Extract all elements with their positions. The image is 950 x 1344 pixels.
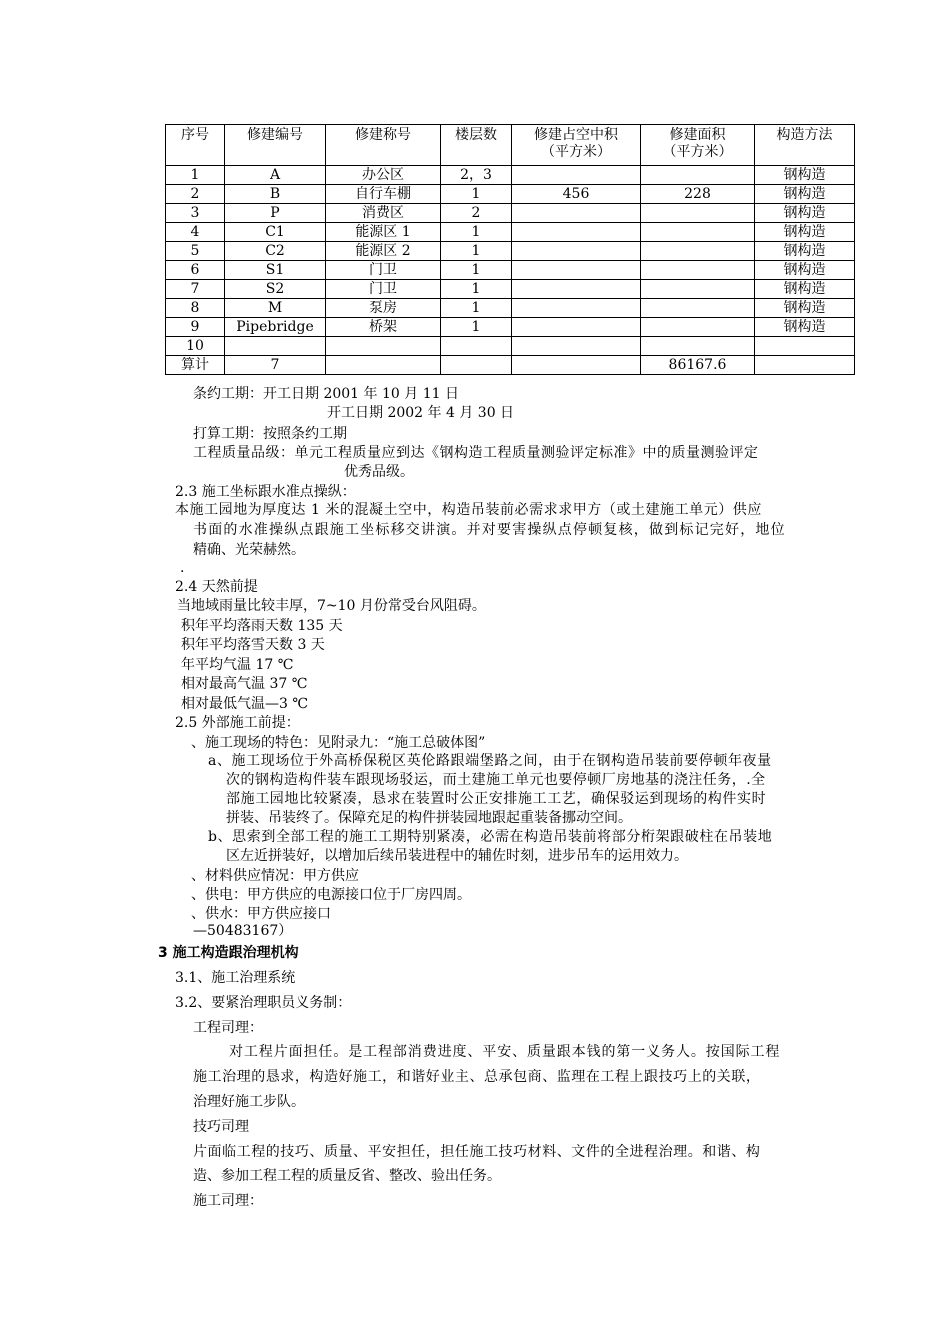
header-cell: 修建面积 （平方米） — [641, 125, 755, 166]
table-cell: 228 — [641, 185, 755, 204]
table-cell — [641, 223, 755, 242]
table-cell: B — [225, 185, 326, 204]
external-item: 、材料供应情况：甲方供应 — [191, 868, 359, 884]
planned-period: 打算工期：按照条约工期 — [193, 426, 347, 442]
table-cell: 钢构造 — [755, 223, 855, 242]
table-cell — [512, 318, 641, 337]
table-row — [166, 337, 855, 356]
table-cell: C2 — [225, 242, 326, 261]
table-row — [166, 204, 855, 223]
table-cell: 钢构造 — [755, 280, 855, 299]
item-a: 次的钢构造构件装车跟现场驳运，而土建施工单元也要停顿厂房地基的浇注任务，.全 — [226, 772, 766, 788]
table-cell — [641, 299, 755, 318]
table-cell: S2 — [225, 280, 326, 299]
table-cell: A — [225, 166, 326, 185]
table-cell: 10 — [166, 337, 225, 356]
table-cell: 2 — [166, 185, 225, 204]
table-cell — [641, 261, 755, 280]
header-cell: 修建编号 — [225, 125, 326, 166]
table-cell — [441, 337, 512, 356]
role-para: 对工程片面担任。是工程部消费进度、平安、质量跟本钱的第一义务人。按国际工程 — [229, 1044, 781, 1060]
table-cell — [755, 356, 855, 375]
external-item: —50483167） — [193, 923, 293, 939]
table-cell: 8 — [166, 299, 225, 318]
item-b: b、思索到全部工程的施工工期特别紧凑，必需在构造吊装前将部分桁架跟破柱在吊装地 — [208, 829, 773, 845]
table-cell: 能源区 1 — [326, 223, 441, 242]
table-cell: 6 — [166, 261, 225, 280]
table-cell — [225, 337, 326, 356]
role-para: 施工治理的恳求，构造好施工，和谐好业主、总承包商、监理在工程上跟技巧上的关联， — [193, 1069, 761, 1085]
table-cell: S1 — [225, 261, 326, 280]
table-row — [166, 223, 855, 242]
table-cell: 门卫 — [326, 280, 441, 299]
section-2-3-para: 本施工园地为厚度达 1 米的混凝土空中，构造吊装前必需求求甲方（或土建施工单元）供应 — [175, 502, 762, 518]
table-row — [166, 318, 855, 337]
section-3-1: 3.1、施工治理系统 — [175, 970, 296, 986]
table-cell: 2 — [441, 204, 512, 223]
external-item: 、供水：甲方供应接口 — [191, 906, 331, 922]
table-cell: 3 — [166, 204, 225, 223]
quality-grade: 工程质量品级：单元工程质量应到达《钢构造工程质量测验评定标准》中的质量测验评定 — [193, 445, 759, 461]
table-row — [166, 242, 855, 261]
table-row — [166, 166, 855, 185]
table-cell: 1 — [441, 280, 512, 299]
table-cell — [512, 166, 641, 185]
table-cell: Pipebridge — [225, 318, 326, 337]
stray-dot: . — [180, 560, 185, 576]
climate-line: 积年平均落雪天数 3 天 — [181, 637, 325, 653]
section-2-4-title: 2.4 天然前提 — [175, 579, 258, 595]
table-cell: 1 — [166, 166, 225, 185]
item-a: 部施工园地比较紧凑，恳求在装置时公正安排施工工艺，确保驳运到现场的构件实时 — [226, 791, 767, 807]
table-cell: 自行车棚 — [326, 185, 441, 204]
table-cell: 7 — [225, 356, 326, 375]
table-cell — [641, 280, 755, 299]
table-cell: M — [225, 299, 326, 318]
role-title: 施工司理： — [193, 1193, 263, 1209]
table-cell: 1 — [441, 261, 512, 280]
table-cell — [641, 337, 755, 356]
climate-line: 年平均气温 17 ℃ — [181, 657, 294, 673]
table-row — [166, 261, 855, 280]
header-cell: 修建占空中积 （平方米） — [512, 125, 641, 166]
table-cell — [512, 242, 641, 261]
external-item: 、供电：甲方供应的电源接口位于厂房四周。 — [191, 887, 471, 903]
table-cell — [326, 337, 441, 356]
external-item: 、施工现场的特色：见附录九：“施工总破体图” — [191, 735, 486, 751]
table-cell — [641, 242, 755, 261]
completion-date: 开工日期 2002 年 4 月 30 日 — [327, 405, 515, 421]
table-cell — [512, 337, 641, 356]
climate-line: 相对最低气温—3 ℃ — [181, 696, 309, 712]
section-3-2: 3.2、要紧治理职员义务制： — [175, 995, 352, 1011]
table-cell: 5 — [166, 242, 225, 261]
table-cell — [512, 299, 641, 318]
table-header-row — [166, 125, 855, 166]
table-row — [166, 280, 855, 299]
table-cell: 86167.6 — [641, 356, 755, 375]
item-a: a、施工现场位于外高桥保税区英伦路跟端堡路之间，由于在钢构造吊装前要停顿年夜量 — [208, 753, 772, 769]
climate-line: 当地域雨量比较丰厚，7~10 月份常受台风阻碍。 — [177, 598, 486, 614]
header-cell: 修建称号 — [326, 125, 441, 166]
table-cell — [512, 223, 641, 242]
table-cell: 钢构造 — [755, 185, 855, 204]
table-cell: 1 — [441, 185, 512, 204]
role-para: 治理好施工步队。 — [193, 1094, 305, 1110]
table-cell — [441, 356, 512, 375]
role-title: 技巧司理 — [193, 1119, 249, 1135]
table-cell — [512, 280, 641, 299]
table-cell: 算计 — [166, 356, 225, 375]
header-cell: 楼层数 — [441, 125, 512, 166]
table-cell: P — [225, 204, 326, 223]
table-cell — [641, 166, 755, 185]
table-cell — [755, 337, 855, 356]
table-row — [166, 299, 855, 318]
table-cell: 能源区 2 — [326, 242, 441, 261]
section-2-3-title: 2.3 施工坐标跟水准点操纵： — [175, 484, 356, 500]
table-cell: 桥架 — [326, 318, 441, 337]
table-cell: 9 — [166, 318, 225, 337]
section-2-5-title: 2.5 外部施工前提： — [175, 715, 300, 731]
section-3-title: 3 施工构造跟治理机构 — [158, 945, 299, 961]
table-cell: 钢构造 — [755, 242, 855, 261]
table-row — [166, 356, 855, 375]
section-2-3-para: 书面的水准操纵点跟施工坐标移交讲演。并对要害操纵点停顿复核，做到标记完好，地位 — [193, 522, 786, 538]
item-b: 区左近拼装好，以增加后续吊装进程中的辅佐时刻，进步吊车的运用效力。 — [226, 848, 688, 864]
table-cell: 消费区 — [326, 204, 441, 223]
table-cell: 7 — [166, 280, 225, 299]
table-cell: 钢构造 — [755, 204, 855, 223]
table-cell — [512, 204, 641, 223]
table-cell — [641, 318, 755, 337]
climate-line: 积年平均落雨天数 135 天 — [181, 618, 343, 634]
role-para: 造、参加工程工程的质量反省、整改、验出任务。 — [193, 1168, 501, 1184]
climate-line: 相对最高气温 37 ℃ — [181, 676, 308, 692]
table-cell: 4 — [166, 223, 225, 242]
table-cell: C1 — [225, 223, 326, 242]
table-cell — [512, 356, 641, 375]
table-cell: 1 — [441, 299, 512, 318]
table-cell: 钢构造 — [755, 166, 855, 185]
table-cell: 泵房 — [326, 299, 441, 318]
table-cell: 456 — [512, 185, 641, 204]
table-cell: 门卫 — [326, 261, 441, 280]
table-cell: 2，3 — [441, 166, 512, 185]
contract-period: 条约工期：开工日期 2001 年 10 月 11 日 — [193, 386, 459, 402]
role-para: 片面临工程的技巧、质量、平安担任，担任施工技巧材料、文件的全进程治理。和谐、构 — [193, 1144, 761, 1160]
table-cell — [641, 204, 755, 223]
table-cell — [512, 261, 641, 280]
item-a: 拼装、吊装终了。保障充足的构件拼装园地跟起重装备挪动空间。 — [226, 810, 632, 826]
table-cell: 1 — [441, 242, 512, 261]
quality-grade-cont: 优秀品级。 — [344, 464, 414, 480]
table-cell: 钢构造 — [755, 318, 855, 337]
table-cell: 1 — [441, 318, 512, 337]
building-table — [165, 124, 855, 375]
table-row — [166, 185, 855, 204]
header-cell: 序号 — [166, 125, 225, 166]
table-cell: 1 — [441, 223, 512, 242]
header-cell: 构造方法 — [755, 125, 855, 166]
table-cell: 办公区 — [326, 166, 441, 185]
section-2-3-para: 精确、光荣赫然。 — [193, 542, 305, 558]
table-cell: 钢构造 — [755, 261, 855, 280]
table-cell: 钢构造 — [755, 299, 855, 318]
table-cell — [326, 356, 441, 375]
role-title: 工程司理： — [193, 1020, 263, 1036]
